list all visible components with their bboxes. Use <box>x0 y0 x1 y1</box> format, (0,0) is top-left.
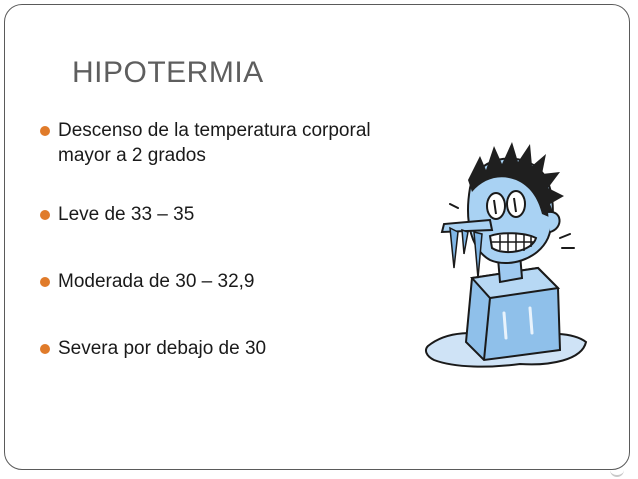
bullet-text: Leve de 33 – 35 <box>58 204 195 225</box>
bullet-dot-icon <box>40 277 50 287</box>
slide-title: HIPOTERMIA <box>72 56 264 89</box>
bullet-text: Moderada de 30 – 32,9 <box>58 271 255 292</box>
bullet-dot-icon <box>40 126 50 136</box>
bullet-text: Descenso de la temperatura corporal mayor a 2 grados <box>58 120 371 166</box>
bullet-dot-icon <box>40 344 50 354</box>
bullet-item-moderada <box>38 269 398 294</box>
bullet-text: Severa por debajo de 30 <box>58 338 267 359</box>
bullet-dot-icon <box>40 210 50 220</box>
bullet-item-severa <box>38 336 398 361</box>
bullet-item-descenso <box>38 118 398 168</box>
bullet-list <box>38 118 398 361</box>
bullet-item-leve <box>38 202 398 227</box>
frozen-person-illustration <box>420 128 590 378</box>
corner-accent <box>610 467 624 477</box>
